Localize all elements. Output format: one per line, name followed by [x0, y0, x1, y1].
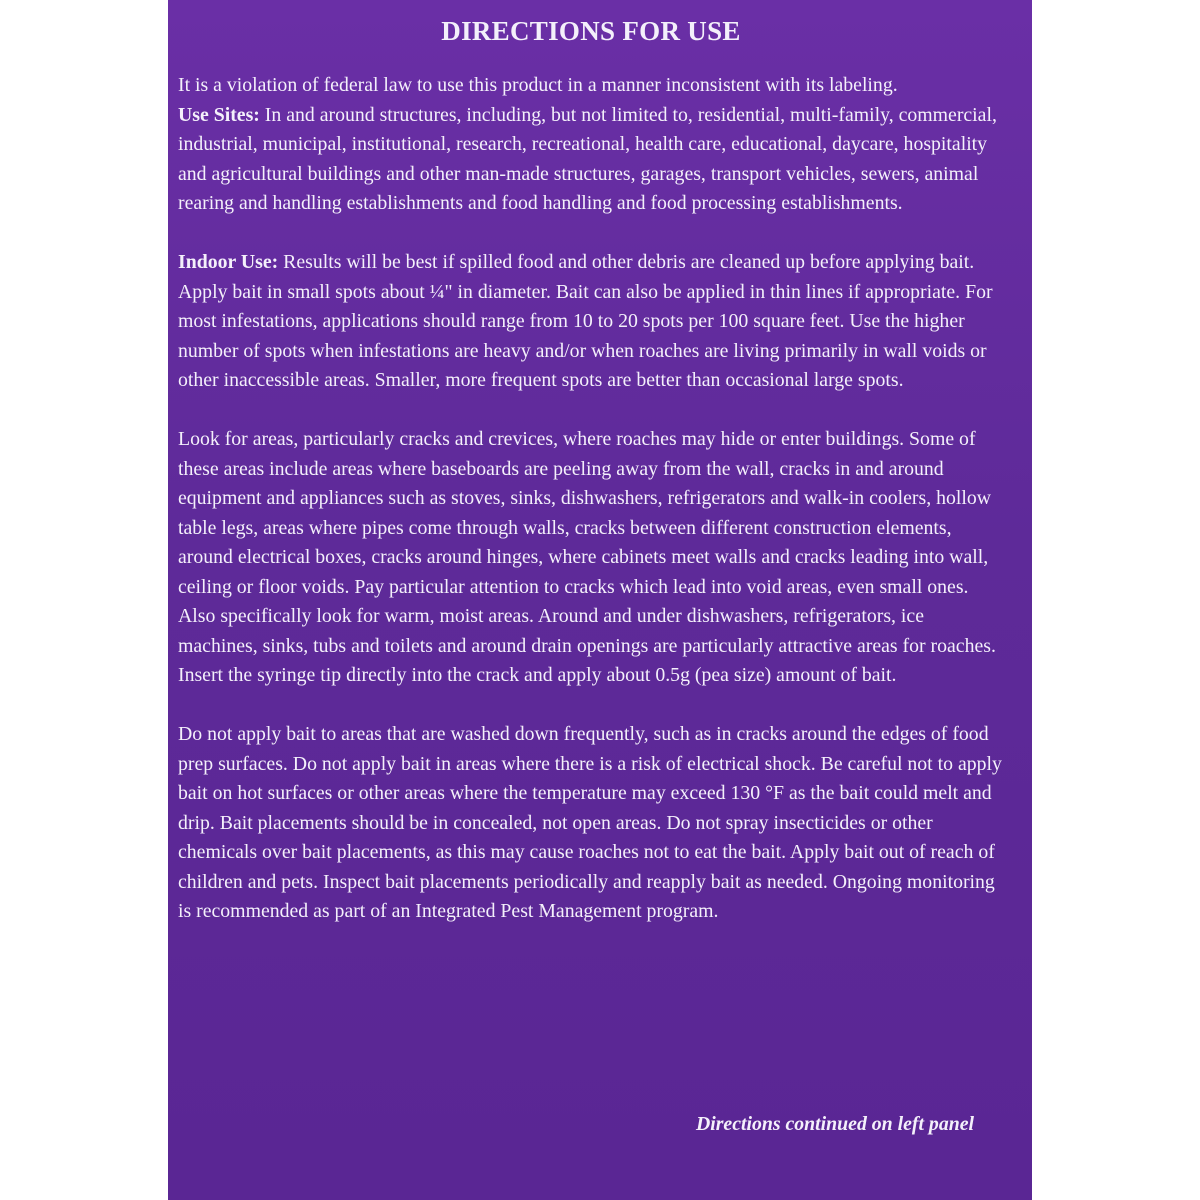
page-title: DIRECTIONS FOR USE	[441, 16, 741, 46]
use-sites-heading: Use Sites:	[178, 103, 260, 126]
continued-note: Directions continued on left panel	[695, 1113, 974, 1135]
intro-paragraph: It is a violation of federal law to use this product in a manner inconsistent with its labeling.	[178, 74, 898, 96]
indoor-use-heading: Indoor Use:	[178, 251, 279, 273]
use-sites-paragraph	[178, 101, 1004, 219]
use-sites-text: In and around structures, including, but not limited to, residential, multi-family, commercial, industrial, municipal, institutional, research, recreational, health care, educational, daycare, hospitality and agricultural buildings and other man-made structures, garages, transport vehicles, sewers, animal rearing and handling establishments and food handling and food processing establishments.	[178, 103, 997, 214]
look-for-areas-paragraph: Look for areas, particularly cracks and crevices, where roaches may hide or enter buildings. Some of these areas include areas where baseboards are peeling away from the wall, cracks in and around equipment and appliances such as stoves, sinks, dishwashers, refrigerators and walk-in coolers, hollow table legs, areas where pipes come through walls, cracks between different construction elements, around electrical boxes, cracks around hinges, where cabinets meet walls and cracks leading into wall, ceiling or floor voids. Pay particular attention to cracks which lead into void areas, even small ones. Also specifically look for warm, moist areas. Around and under dishwashers, refrigerators, ice machines, sinks, tubs and toilets and around drain openings are particularly attractive areas for roaches. Insert the syringe tip directly into the crack and apply about 0.5g (pea size) amount of bait.	[178, 428, 996, 686]
do-not-apply-paragraph: Do not apply bait to areas that are washed down frequently, such as in cracks around the edges of food prep surfaces. Do not apply bait in areas where there is a risk of electrical shock. Be careful not to apply bait on hot surfaces or other areas where the temperature may exceed 130 °F as the bait could melt and drip. Bait placements should be in concealed, not open areas. Do not spray insecticides or other chemicals over bait placements, as this may cause roaches not to eat the bait. Apply bait out of reach of children and pets. Inspect bait placements periodically and reapply bait as needed. Ongoing monitoring is recommended as part of an Integrated Pest Management program.	[178, 723, 1002, 922]
indoor-use-text: Results will be best if spilled food and other debris are cleaned up before applying bait. Apply bait in small spots about ¼" in diameter. Bait can also be applied in thin lines if appropriate. For most infestations, applications should range from 10 to 20 spots per 100 square feet. Use the higher number of spots when infestations are heavy and/or when roaches are living primarily in wall voids or other inaccessible areas. Smaller, more frequent spots are better than occasional large spots.	[178, 251, 993, 391]
label-panel	[168, 0, 1032, 1200]
directions-body	[178, 71, 1004, 927]
indoor-use-paragraph	[178, 248, 1004, 396]
